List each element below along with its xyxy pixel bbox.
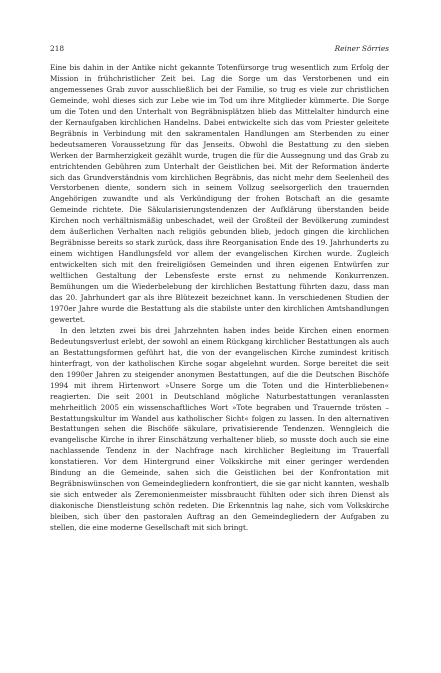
running-head: Reiner Sörries [334, 44, 389, 53]
page-header [50, 44, 389, 56]
paragraph-2: In den letzten zwei bis drei Jahrzehnten haben indes beide Kirchen einen enormen Bedeutungsverlust erlebt, der sowohl an einem Rückgang kirchlicher Bestattungen als auch an Bestattungsformen geführt hat, die von der evangelischen Kirche zumindest kritisch hinterfragt, von der katholischen Kirche sogar abgelehnt wurden. Sorge bereitet die seit den 1990er Jahren zu steigender anonymen Bestattungen, auf die die Deutschen Bischöfe 1994 mit ihrem Hirtenwort »Unsere Sorge um die Toten und die Hinterbliebenen« reagierten. Die seit 2001 in Deutschland mögliche Naturbestattungen veranlassten mehrheitlich 2005 ein wissenschaftliches Wort »Tote begraben und Trauernde trösten – Bestattungskultur im Wandel aus katholischer Sicht« folgen zu lassen. In den alternativen Bestattungen sehen die Bischöfe säkulare, privatisierende Tendenzen. Wenngleich die evangelische Kirche in ihrer Einschätzung verhaltener blieb, so musste doch auch sie eine nachlassende Tendenz in der Nachfrage nach kirchlicher Begleitung im Trauerfall konstatieren. Vor dem Hintergrund einer Volkskirche mit einer geringer werdenden Bindung an die Gemeinde, sahen sich die Geistlichen bei der Konfrontation mit Begräbniswünschen von Gemeindegliedern konfrontiert, die sie gar nicht kannten, weshalb sie sich entweder als Zeremonienmeister missbraucht fühlten oder sich ihren Dienst als diakonische Dienstleistung schön redeten. Die Erkenntnis lag nahe, sich vom Volkskirche bleiben, sich über den pastoralen Auftrag an den Gemeindegliedern der Aufgaben zu stellen, die eine moderne Gesellschaft mit sich bringt. [50, 325, 389, 533]
paragraph-1: Eine bis dahin in der Antike nicht gekannte Totenfürsorge trug wesentlich zum Erfolg der Mission in frühchristlicher Zeit bei. Lag die Sorge um das Verstorbenen und ein angemessenes Grab zuvor ausschließlich bei der Familie, so trug es viele zur christlichen Gemeinde, wohl dieses sich zur Lebe wie im Tod um ihre Mitglieder kümmerte. Die Sorge um die Toten und den Unterhalt von Begräbnisplätzen blieb das Mittelalter hindurch eine der Kernaufgaben kirchlichen Handelns. Dabei entwickelte sich das vom Priester geleitete Begräbnis in Verbindung mit den sakramentalen Handlungen am Sterbenden zu einer bedeutsameren Voraussetzung für das Jenseits. Obwohl die Bestattung zu den sieben Werken der Barmherzigkeit gezählt wurde, trugen die für die Aussegnung und das Grab zu entrichtenden Gebühren zum Unterhalt der Geistlichen bei. Mit der Reformation änderte sich das Grundverständnis vom kirchlichen Begräbnis, das nicht mehr dem Seelenheil des Verstorbenen diente, sondern sich in seinem Vollzug seelsorgerlich den trauernden Angehörigen zuwandte und als Verkündigung der frohen Botschaft an die gesamte Gemeinde richtete. Die Säkularisierungstendenzen der Aufklärung überstanden beide Kirchen noch verhältnismäßig unbeschadet, weil der Großteil der Bevölkerung zumindest dem äußerlichen Verhalten nach religiös gebunden blieb, jedoch gingen die kirchlichen Begräbnisse bereits so stark zurück, dass ihre Reorganisation Ende des 19. Jahrhunderts zu einem wichtigen Handlungsfeld vor allem der evangelischen Kirchen wurde. Zugleich entwickelten sich mit den freireligiösen Gemeinden und ihren eigenen Entwürfen zur weltlichen Gestaltung der Lebensfeste erste ernst zu nehmende Konkurrenzen. Bemühungen um die Wiederbelebung der kirchlichen Bestattung führten dazu, dass man das 20. Jahrhundert gar als ihre Blütezeit bezeichnet kann. In verschiedenen Studien der 1970er Jahre wurde die Bestattung als die stabilste unter den kirchlichen Amtshandlungen gewertet. [50, 63, 389, 324]
page-number: 218 [50, 44, 65, 53]
body-text [50, 63, 389, 534]
